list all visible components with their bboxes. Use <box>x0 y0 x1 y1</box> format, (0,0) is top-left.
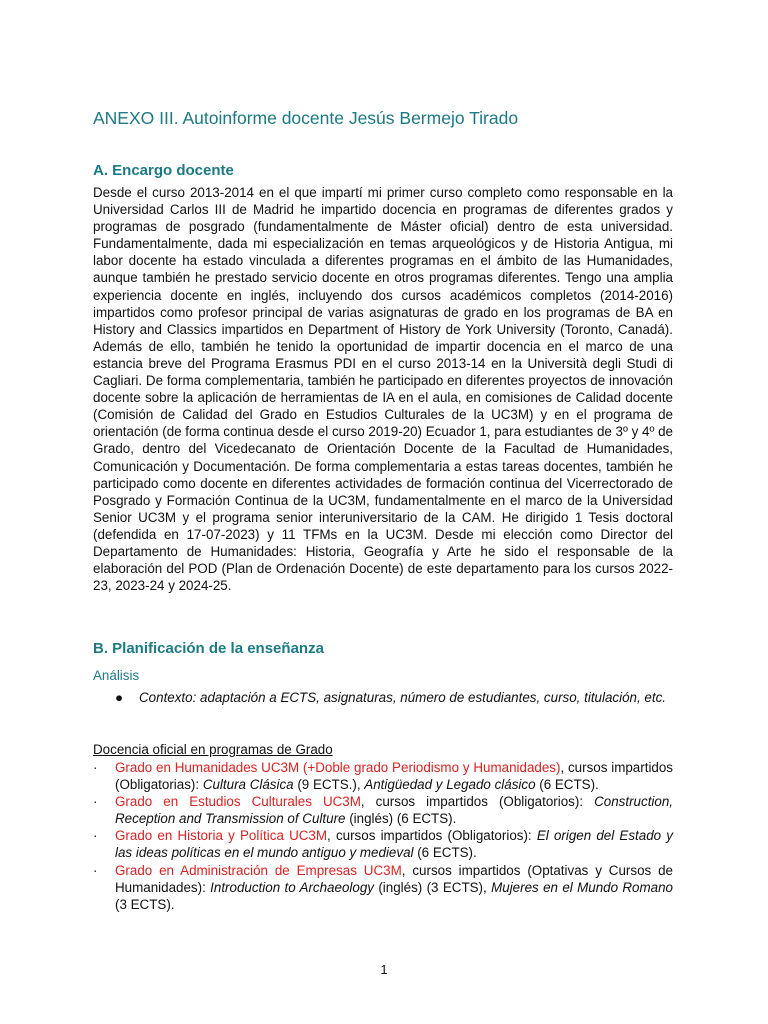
bullet-dot: · <box>93 794 98 810</box>
item-text: , cursos impartidos (Obligatorios): <box>327 828 537 844</box>
bullet-dot: ● <box>115 690 124 705</box>
section-a-heading: A. Encargo docente <box>93 162 234 179</box>
course-name: Antigüedad y Legado clásico <box>364 777 536 793</box>
analysis-subheading: Análisis <box>93 668 140 683</box>
page-number: 1 <box>380 962 388 977</box>
degree-list-title: Docencia oficial en programas de Grado <box>93 742 333 757</box>
item-text: (inglés) (6 ECTS). <box>345 811 457 827</box>
bullet-dot: · <box>93 760 98 775</box>
section-b-heading: B. Planificación de la enseñanza <box>93 640 324 657</box>
program-link[interactable]: Grado en Estudios Culturales UC3M <box>115 794 361 810</box>
item-text: (3 ECTS). <box>115 896 175 912</box>
item-text: (9 ECTS.), <box>293 777 365 793</box>
item-text: (6 ECTS). <box>535 777 599 793</box>
course-name: El origen del Estado y las ideas políticas en el mundo antiguo y medieval <box>115 828 674 861</box>
course-name: Construction, Reception and Transmission of Culture <box>115 794 674 827</box>
section-a-paragraph: Desde el curso 2013-2014 en el que impartí mi primer curso completo como responsable en la Universidad Carlos III de Madrid he impartido docencia en programas de diferentes grados y programas de posgrado (fundamentalmente de Máster oficial) dentro de esta universidad. Fundamentalmente, dada mi especialización en temas arqueológicos y de Historia Antigua, mi labor docente ha estado vinculada a diferentes programas en el ámbito de las Humanidades, aunque también he prestado servicio docente en otros programas diferentes. Tengo una amplia experiencia docente en inglés, incluyendo dos cursos académicos completos (2014-2016) impartidos como profesor principal de varias asignaturas de grado en los programas de BA en History and Classics impartidos en Department of History de York University (Toronto, Canadá). Además de ello, también he tenido la oportunidad de impartir docencia en el marco de una estancia breve del Programa Erasmus PDI en el curso 2013-14 en la Università degli Studi di Cagliari. De forma complementaria, también he participado en diferentes proyectos de innovación docente sobre la aplicación de herramientas de IA en el aula, en comisiones de Calidad docente (Comisión de Calidad del Grado en Estudios Culturales de la UC3M) y en el programa de orientación (de forma continua desde el curso 2019-20) Ecuador 1, para estudiantes de 3º y 4º de Grado, dentro del Vicedecanato de Orientación Docente de la Facultad de Humanidades, Comunicación y Documentación. De forma complementaria a estas tareas docentes, también he participado como docente en diferentes actividades de formación continua del Vicerrectorado de Posgrado y Formación Continua de la UC3M, fundamentalmente en el marco de la Universidad Senior UC3M y el programa senior interuniversitario de la CAM. He dirigido 1 Tesis doctoral (defendida en 17-07-2023) y 11 TFMs en la UC3M. Desde mi elección como Director del Departamento de Humanidades: Historia, Geografía y Arte he sido el responsable de la elaboración del POD (Plan de Ordenación Docente) de este departamento para los cursos 2022-23, 2023-24 y 2024-25. <box>93 185 673 594</box>
course-name: Introduction to Archaeology <box>210 879 374 895</box>
degree-program-list <box>93 759 673 913</box>
context-bullet-item <box>115 689 675 706</box>
item-text: , cursos impartidos (Obligatorios): <box>360 794 595 810</box>
list-item <box>93 827 673 861</box>
item-text: , cursos impartidos (Optativas y Cursos de Humanidades): <box>115 862 674 895</box>
program-link[interactable]: Grado en Humanidades UC3M (+Doble grado Periodismo y Humanidades) <box>115 760 561 775</box>
program-link[interactable]: Grado en Administración de Empresas UC3M <box>115 862 402 878</box>
list-item <box>93 759 673 793</box>
course-name: Cultura Clásica <box>202 777 294 793</box>
list-item <box>93 862 673 913</box>
document-title: ANEXO III. Autoinforme docente Jesús Bermejo Tirado <box>93 108 519 128</box>
context-text: Contexto: adaptación a ECTS, asignaturas, número de estudiantes, curso, titulación, etc. <box>139 690 666 705</box>
item-text: (6 ECTS). <box>413 845 477 861</box>
list-item <box>93 793 673 827</box>
bullet-dot: · <box>93 828 98 844</box>
program-link[interactable]: Grado en Historia y Política UC3M <box>115 828 328 844</box>
course-name: Mujeres en el Mundo Romano <box>491 879 674 895</box>
bullet-dot: · <box>93 862 98 878</box>
item-text: (inglés) (3 ECTS), <box>373 879 492 895</box>
item-text: , cursos impartidos (Obligatorias): <box>115 760 674 793</box>
